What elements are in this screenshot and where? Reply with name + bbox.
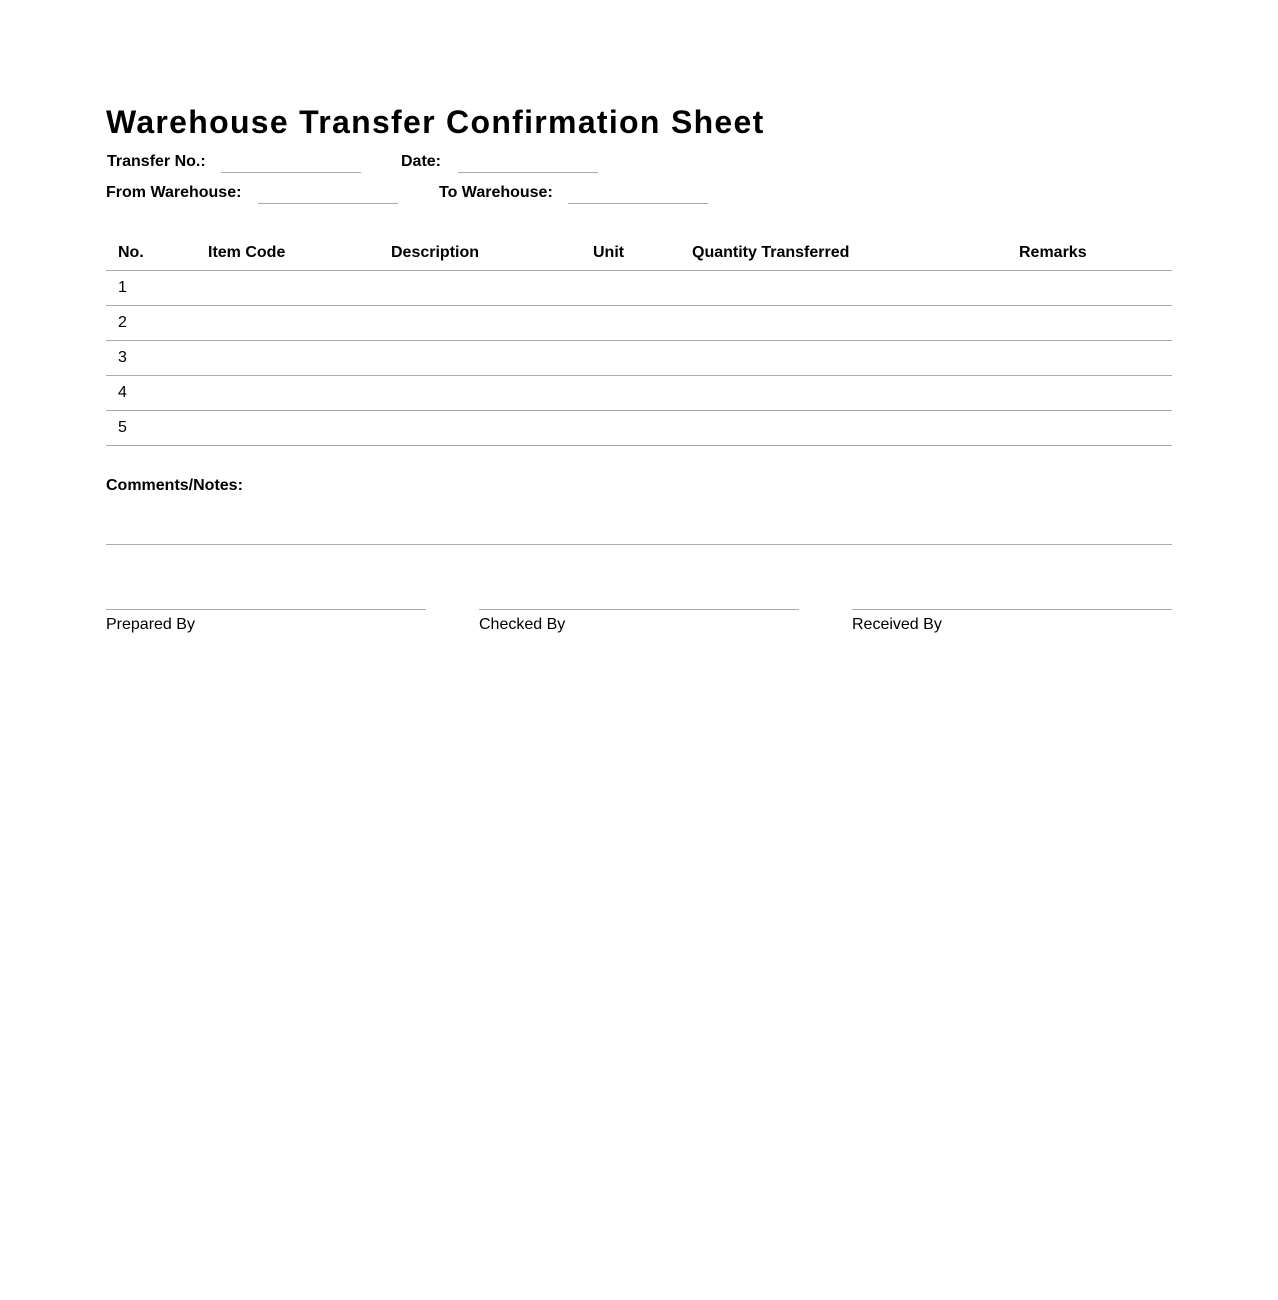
header-item-code: Item Code [196,235,379,271]
transfer-no-field[interactable] [221,172,361,173]
description-cell[interactable] [379,271,581,306]
item-code-cell[interactable] [196,271,379,306]
transfer-items-table [106,235,1172,446]
description-cell[interactable] [379,341,581,376]
item-code-cell[interactable] [196,341,379,376]
row-number: 1 [106,271,196,306]
header-quantity-transferred: Quantity Transferred [680,235,1007,271]
transfer-no-label: Transfer No.: [107,153,206,170]
from-warehouse-field[interactable] [258,203,398,204]
prepared-by-signature-line[interactable] [106,609,426,610]
received-by-signature-line[interactable] [852,609,1172,610]
remarks-cell[interactable] [1007,271,1172,306]
item-code-cell[interactable] [196,306,379,341]
row-number: 5 [106,411,196,446]
date-field[interactable] [458,172,598,173]
checked-by-signature-line[interactable] [479,609,799,610]
quantity-cell[interactable] [680,306,1007,341]
remarks-cell[interactable] [1007,376,1172,411]
table-row [106,341,1172,376]
row-number: 2 [106,306,196,341]
comments-label: Comments/Notes: [106,477,243,494]
remarks-cell[interactable] [1007,341,1172,376]
table-row [106,376,1172,411]
unit-cell[interactable] [581,271,680,306]
unit-cell[interactable] [581,376,680,411]
item-code-cell[interactable] [196,411,379,446]
page-title: Warehouse Transfer Confirmation Sheet [106,104,765,140]
from-warehouse-label: From Warehouse: [106,184,242,201]
checked-by-label: Checked By [479,616,566,633]
received-by-label: Received By [852,616,942,633]
row-number: 3 [106,341,196,376]
description-cell[interactable] [379,376,581,411]
description-cell[interactable] [379,306,581,341]
description-cell[interactable] [379,411,581,446]
to-warehouse-field[interactable] [568,203,708,204]
table-row [106,411,1172,446]
quantity-cell[interactable] [680,376,1007,411]
table-row [106,306,1172,341]
table-header-row [106,235,1172,271]
comments-field[interactable] [106,544,1172,545]
unit-cell[interactable] [581,306,680,341]
unit-cell[interactable] [581,341,680,376]
header-no: No. [106,235,196,271]
table-row [106,271,1172,306]
quantity-cell[interactable] [680,341,1007,376]
unit-cell[interactable] [581,411,680,446]
header-remarks: Remarks [1007,235,1172,271]
remarks-cell[interactable] [1007,306,1172,341]
quantity-cell[interactable] [680,411,1007,446]
to-warehouse-label: To Warehouse: [439,184,553,201]
remarks-cell[interactable] [1007,411,1172,446]
header-description: Description [379,235,581,271]
quantity-cell[interactable] [680,271,1007,306]
item-code-cell[interactable] [196,376,379,411]
header-unit: Unit [581,235,680,271]
date-label: Date: [401,153,442,170]
row-number: 4 [106,376,196,411]
prepared-by-label: Prepared By [106,616,195,633]
